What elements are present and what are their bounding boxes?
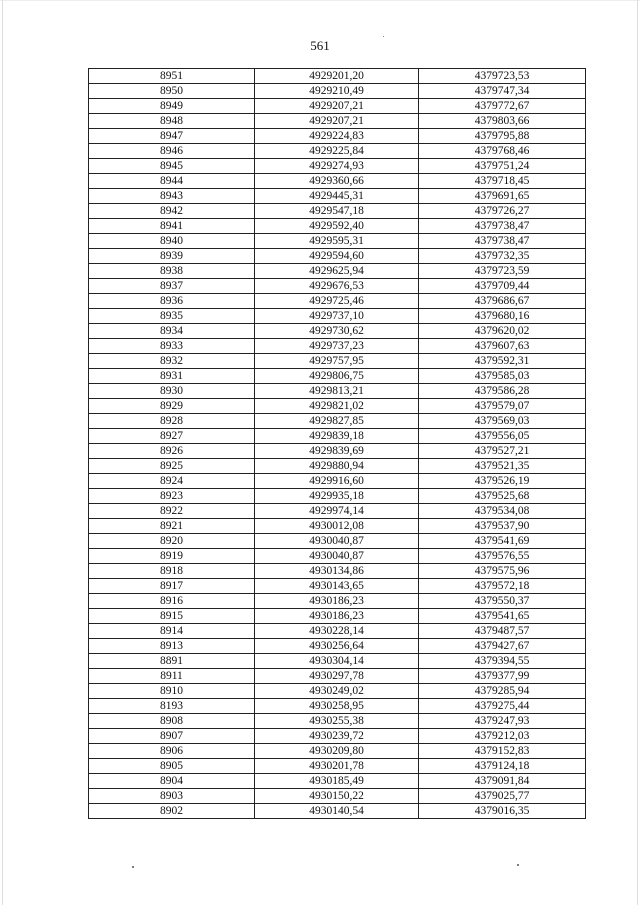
point-number-cell: 8945	[89, 159, 255, 174]
point-number-cell: 8939	[89, 249, 255, 264]
y-coordinate-cell: 4379718,45	[419, 174, 586, 189]
table-row	[89, 339, 586, 354]
table-row	[89, 324, 586, 339]
point-number-cell: 8911	[89, 669, 255, 684]
point-number-cell: 8916	[89, 594, 255, 609]
table-row	[89, 804, 586, 819]
x-coordinate-cell: 4929274,93	[255, 159, 419, 174]
y-coordinate-cell: 4379576,55	[419, 549, 586, 564]
x-coordinate-cell: 4930228,14	[255, 624, 419, 639]
y-coordinate-cell: 4379527,21	[419, 444, 586, 459]
table-row	[89, 684, 586, 699]
point-number-cell: 8905	[89, 759, 255, 774]
table-row	[89, 159, 586, 174]
x-coordinate-cell: 4929225,84	[255, 144, 419, 159]
table-row	[89, 669, 586, 684]
point-number-cell: 8944	[89, 174, 255, 189]
y-coordinate-cell: 4379723,59	[419, 264, 586, 279]
point-number-cell: 8914	[89, 624, 255, 639]
y-coordinate-cell: 4379738,47	[419, 219, 586, 234]
point-number-cell: 8906	[89, 744, 255, 759]
point-number-cell: 8948	[89, 114, 255, 129]
table-row	[89, 114, 586, 129]
y-coordinate-cell: 4379732,35	[419, 249, 586, 264]
y-coordinate-cell: 4379726,27	[419, 204, 586, 219]
y-coordinate-cell: 4379680,16	[419, 309, 586, 324]
point-number-cell: 8949	[89, 99, 255, 114]
table-row	[89, 774, 586, 789]
table-row	[89, 399, 586, 414]
y-coordinate-cell: 4379537,90	[419, 519, 586, 534]
table-row	[89, 204, 586, 219]
point-number-cell: 8928	[89, 414, 255, 429]
y-coordinate-cell: 4379751,24	[419, 159, 586, 174]
scan-speck	[517, 864, 519, 866]
x-coordinate-cell: 4930255,38	[255, 714, 419, 729]
table-row	[89, 654, 586, 669]
x-coordinate-cell: 4929547,18	[255, 204, 419, 219]
x-coordinate-cell: 4929839,18	[255, 429, 419, 444]
y-coordinate-cell: 4379152,83	[419, 744, 586, 759]
y-coordinate-cell: 4379723,53	[419, 69, 586, 84]
table-row	[89, 744, 586, 759]
point-number-cell: 8923	[89, 489, 255, 504]
point-number-cell: 8917	[89, 579, 255, 594]
x-coordinate-cell: 4930304,14	[255, 654, 419, 669]
table-row	[89, 354, 586, 369]
y-coordinate-cell: 4379607,63	[419, 339, 586, 354]
table-row	[89, 639, 586, 654]
table-row	[89, 69, 586, 84]
x-coordinate-cell: 4930140,54	[255, 804, 419, 819]
y-coordinate-cell: 4379556,05	[419, 429, 586, 444]
x-coordinate-cell: 4929730,62	[255, 324, 419, 339]
x-coordinate-cell: 4929813,21	[255, 384, 419, 399]
point-number-cell: 8913	[89, 639, 255, 654]
x-coordinate-cell: 4929201,20	[255, 69, 419, 84]
y-coordinate-cell: 4379534,08	[419, 504, 586, 519]
y-coordinate-cell: 4379427,67	[419, 639, 586, 654]
x-coordinate-cell: 4929210,49	[255, 84, 419, 99]
table-row	[89, 759, 586, 774]
coordinates-table-body	[89, 69, 586, 819]
point-number-cell: 8907	[89, 729, 255, 744]
table-row	[89, 369, 586, 384]
point-number-cell: 8933	[89, 339, 255, 354]
y-coordinate-cell: 4379525,68	[419, 489, 586, 504]
point-number-cell: 8936	[89, 294, 255, 309]
point-number-cell: 8915	[89, 609, 255, 624]
y-coordinate-cell: 4379709,44	[419, 279, 586, 294]
x-coordinate-cell: 4929916,60	[255, 474, 419, 489]
x-coordinate-cell: 4930209,80	[255, 744, 419, 759]
table-row	[89, 174, 586, 189]
x-coordinate-cell: 4930134,86	[255, 564, 419, 579]
point-number-cell: 8938	[89, 264, 255, 279]
table-row	[89, 624, 586, 639]
x-coordinate-cell: 4929592,40	[255, 219, 419, 234]
table-row	[89, 519, 586, 534]
y-coordinate-cell: 4379377,99	[419, 669, 586, 684]
x-coordinate-cell: 4929880,94	[255, 459, 419, 474]
point-number-cell: 8947	[89, 129, 255, 144]
table-row	[89, 279, 586, 294]
x-coordinate-cell: 4929839,69	[255, 444, 419, 459]
table-row	[89, 714, 586, 729]
x-coordinate-cell: 4930256,64	[255, 639, 419, 654]
y-coordinate-cell: 4379212,03	[419, 729, 586, 744]
y-coordinate-cell: 4379541,65	[419, 609, 586, 624]
point-number-cell: 8934	[89, 324, 255, 339]
y-coordinate-cell: 4379487,57	[419, 624, 586, 639]
scan-top-edge	[0, 0, 640, 1]
y-coordinate-cell: 4379592,31	[419, 354, 586, 369]
table-row	[89, 474, 586, 489]
coordinates-table	[88, 68, 586, 819]
table-row	[89, 84, 586, 99]
x-coordinate-cell: 4929224,83	[255, 129, 419, 144]
x-coordinate-cell: 4930185,49	[255, 774, 419, 789]
y-coordinate-cell: 4379247,93	[419, 714, 586, 729]
scan-speck	[383, 36, 384, 37]
scan-right-edge	[637, 0, 638, 905]
table-row	[89, 579, 586, 594]
point-number-cell: 8918	[89, 564, 255, 579]
point-number-cell: 8931	[89, 369, 255, 384]
y-coordinate-cell: 4379526,19	[419, 474, 586, 489]
y-coordinate-cell: 4379620,02	[419, 324, 586, 339]
table-row	[89, 294, 586, 309]
x-coordinate-cell: 4929676,53	[255, 279, 419, 294]
point-number-cell: 8937	[89, 279, 255, 294]
x-coordinate-cell: 4929360,66	[255, 174, 419, 189]
point-number-cell: 8926	[89, 444, 255, 459]
x-coordinate-cell: 4929625,94	[255, 264, 419, 279]
x-coordinate-cell: 4929974,14	[255, 504, 419, 519]
point-number-cell: 8193	[89, 699, 255, 714]
x-coordinate-cell: 4929207,21	[255, 99, 419, 114]
point-number-cell: 8924	[89, 474, 255, 489]
y-coordinate-cell: 4379550,37	[419, 594, 586, 609]
table-row	[89, 264, 586, 279]
x-coordinate-cell: 4930186,23	[255, 609, 419, 624]
point-number-cell: 8925	[89, 459, 255, 474]
y-coordinate-cell: 4379575,96	[419, 564, 586, 579]
point-number-cell: 8942	[89, 204, 255, 219]
y-coordinate-cell: 4379585,03	[419, 369, 586, 384]
point-number-cell: 8951	[89, 69, 255, 84]
point-number-cell: 8941	[89, 219, 255, 234]
x-coordinate-cell: 4929757,95	[255, 354, 419, 369]
scan-left-edge	[2, 0, 3, 905]
y-coordinate-cell: 4379579,07	[419, 399, 586, 414]
table-row	[89, 429, 586, 444]
point-number-cell: 8935	[89, 309, 255, 324]
y-coordinate-cell: 4379795,88	[419, 129, 586, 144]
x-coordinate-cell: 4930297,78	[255, 669, 419, 684]
table-row	[89, 504, 586, 519]
x-coordinate-cell: 4930258,95	[255, 699, 419, 714]
scan-speck	[132, 866, 134, 868]
point-number-cell: 8950	[89, 84, 255, 99]
y-coordinate-cell: 4379285,94	[419, 684, 586, 699]
y-coordinate-cell: 4379521,35	[419, 459, 586, 474]
table-row	[89, 549, 586, 564]
point-number-cell: 8910	[89, 684, 255, 699]
point-number-cell: 8904	[89, 774, 255, 789]
table-row	[89, 729, 586, 744]
x-coordinate-cell: 4929594,60	[255, 249, 419, 264]
x-coordinate-cell: 4929827,85	[255, 414, 419, 429]
point-number-cell: 8927	[89, 429, 255, 444]
point-number-cell: 8940	[89, 234, 255, 249]
table-row	[89, 144, 586, 159]
x-coordinate-cell: 4930249,02	[255, 684, 419, 699]
x-coordinate-cell: 4929737,23	[255, 339, 419, 354]
x-coordinate-cell: 4929725,46	[255, 294, 419, 309]
x-coordinate-cell: 4929207,21	[255, 114, 419, 129]
y-coordinate-cell: 4379803,66	[419, 114, 586, 129]
point-number-cell: 8891	[89, 654, 255, 669]
x-coordinate-cell: 4929595,31	[255, 234, 419, 249]
table-row	[89, 219, 586, 234]
point-number-cell: 8930	[89, 384, 255, 399]
page-number: 561	[310, 38, 330, 53]
table-row	[89, 234, 586, 249]
y-coordinate-cell: 4379275,44	[419, 699, 586, 714]
y-coordinate-cell: 4379738,47	[419, 234, 586, 249]
table-row	[89, 609, 586, 624]
x-coordinate-cell: 4930239,72	[255, 729, 419, 744]
y-coordinate-cell: 4379016,35	[419, 804, 586, 819]
x-coordinate-cell: 4930186,23	[255, 594, 419, 609]
table-row	[89, 99, 586, 114]
point-number-cell: 8920	[89, 534, 255, 549]
x-coordinate-cell: 4930012,08	[255, 519, 419, 534]
table-row	[89, 249, 586, 264]
y-coordinate-cell: 4379091,84	[419, 774, 586, 789]
table-row	[89, 564, 586, 579]
table-row	[89, 189, 586, 204]
point-number-cell: 8932	[89, 354, 255, 369]
x-coordinate-cell: 4930201,78	[255, 759, 419, 774]
x-coordinate-cell: 4930150,22	[255, 789, 419, 804]
table-row	[89, 309, 586, 324]
point-number-cell: 8902	[89, 804, 255, 819]
x-coordinate-cell: 4930040,87	[255, 534, 419, 549]
y-coordinate-cell: 4379772,67	[419, 99, 586, 114]
y-coordinate-cell: 4379394,55	[419, 654, 586, 669]
point-number-cell: 8922	[89, 504, 255, 519]
table-row	[89, 459, 586, 474]
x-coordinate-cell: 4929935,18	[255, 489, 419, 504]
y-coordinate-cell: 4379124,18	[419, 759, 586, 774]
y-coordinate-cell: 4379768,46	[419, 144, 586, 159]
y-coordinate-cell: 4379569,03	[419, 414, 586, 429]
table-row	[89, 699, 586, 714]
table-row	[89, 444, 586, 459]
y-coordinate-cell: 4379691,65	[419, 189, 586, 204]
x-coordinate-cell: 4930040,87	[255, 549, 419, 564]
point-number-cell: 8946	[89, 144, 255, 159]
point-number-cell: 8943	[89, 189, 255, 204]
x-coordinate-cell: 4929445,31	[255, 189, 419, 204]
table-row	[89, 129, 586, 144]
y-coordinate-cell: 4379541,69	[419, 534, 586, 549]
x-coordinate-cell: 4929806,75	[255, 369, 419, 384]
y-coordinate-cell: 4379572,18	[419, 579, 586, 594]
y-coordinate-cell: 4379747,34	[419, 84, 586, 99]
y-coordinate-cell: 4379025,77	[419, 789, 586, 804]
table-row	[89, 594, 586, 609]
table-row	[89, 789, 586, 804]
y-coordinate-cell: 4379686,67	[419, 294, 586, 309]
point-number-cell: 8921	[89, 519, 255, 534]
table-row	[89, 384, 586, 399]
point-number-cell: 8903	[89, 789, 255, 804]
x-coordinate-cell: 4930143,65	[255, 579, 419, 594]
x-coordinate-cell: 4929737,10	[255, 309, 419, 324]
y-coordinate-cell: 4379586,28	[419, 384, 586, 399]
point-number-cell: 8919	[89, 549, 255, 564]
point-number-cell: 8908	[89, 714, 255, 729]
point-number-cell: 8929	[89, 399, 255, 414]
table-row	[89, 534, 586, 549]
table-row	[89, 414, 586, 429]
table-row	[89, 489, 586, 504]
x-coordinate-cell: 4929821,02	[255, 399, 419, 414]
